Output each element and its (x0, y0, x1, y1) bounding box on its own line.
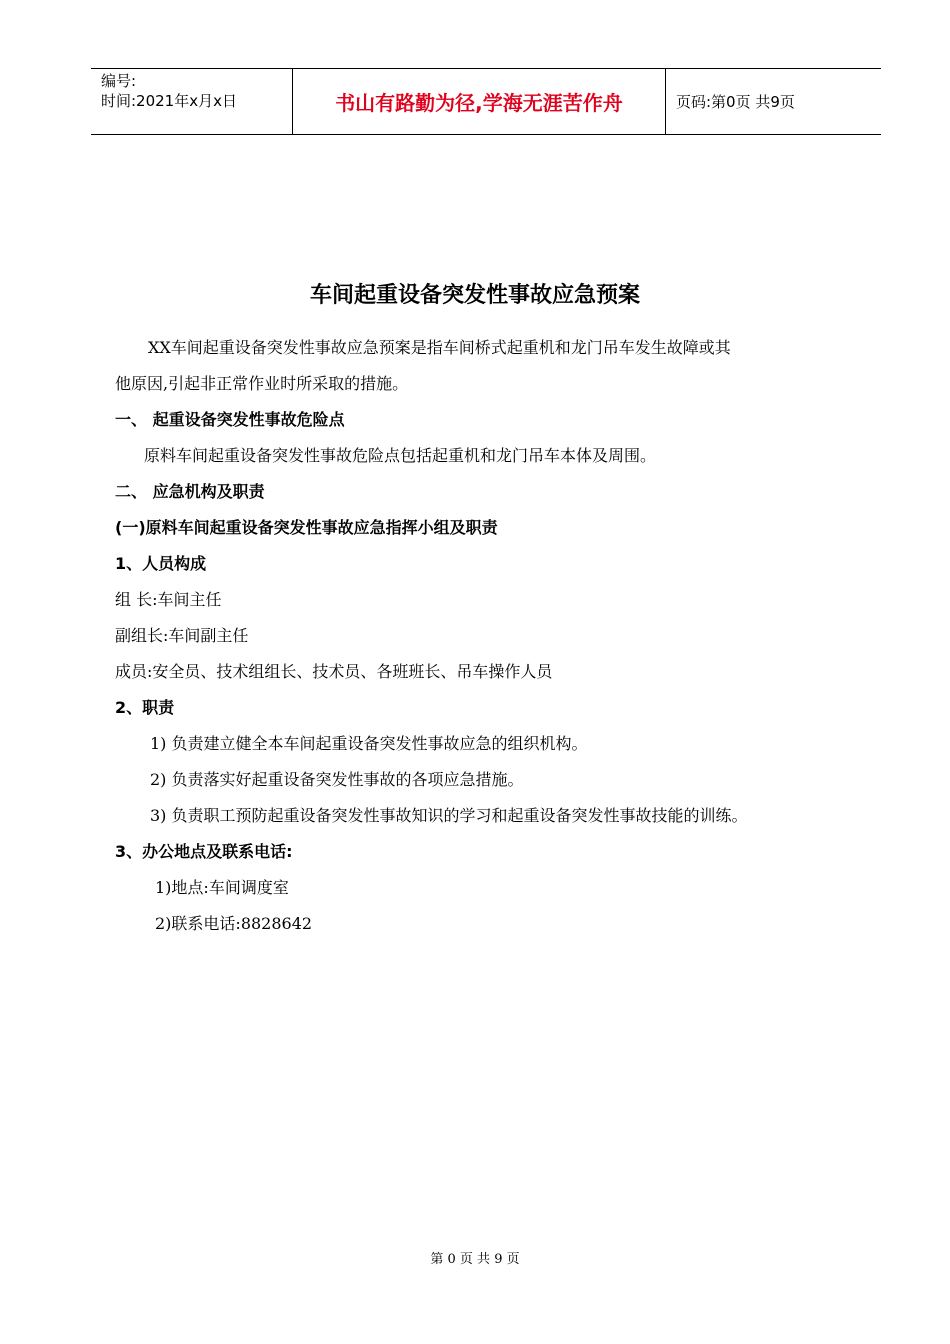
part-3-heading: 3、办公地点及联系电话: (115, 842, 293, 861)
section-2-subheading: (一)原料车间起重设备突发性事故应急指挥小组及职责 (115, 518, 498, 537)
leader-line: 组 长:车间主任 (115, 590, 222, 609)
phone-line: 2)联系电话:8828642 (155, 914, 313, 933)
page-header (91, 68, 881, 135)
part-2-heading: 2、职责 (115, 698, 175, 717)
intro-line-2: 他原因,引起非正常作业时所采取的措施。 (115, 374, 409, 393)
vice-leader-line: 副组长:车间副主任 (115, 626, 249, 645)
section-1-text: 原料车间起重设备突发性事故危险点包括起重机和龙门吊车本体及周围。 (144, 446, 657, 465)
intro-line-1: XX车间起重设备突发性事故应急预案是指车间桥式起重机和龙门吊车发生故障或其 (148, 338, 731, 357)
members-line: 成员:安全员、技术组组长、技术员、各班班长、吊车操作人员 (115, 662, 553, 681)
part-1-heading: 1、人员构成 (115, 554, 207, 573)
duty-item: 2) 负责落实好起重设备突发性事故的各项应急措施。 (150, 770, 524, 789)
page-footer: 第 0 页 共 9 页 (430, 1252, 520, 1267)
time-label: 时间:2021年x月x日 (101, 92, 237, 110)
document-title: 车间起重设备突发性事故应急预案 (309, 283, 640, 308)
location-line: 1)地点:车间调度室 (155, 878, 289, 897)
duty-item: 1) 负责建立健全本车间起重设备突发性事故应急的组织机构。 (150, 734, 588, 753)
header-page-info: 页码:第0页 共9页 (676, 93, 795, 111)
number-label: 编号: (101, 72, 137, 90)
section-1-heading: 一、 起重设备突发性事故危险点 (115, 410, 345, 429)
header-meta (91, 69, 293, 134)
duty-item: 3) 负责职工预防起重设备突发性事故知识的学习和起重设备突发性事故技能的训练。 (150, 806, 748, 825)
header-motto: 书山有路勤为径,学海无涯苦作舟 (293, 69, 666, 134)
section-2-heading: 二、 应急机构及职责 (115, 482, 265, 501)
